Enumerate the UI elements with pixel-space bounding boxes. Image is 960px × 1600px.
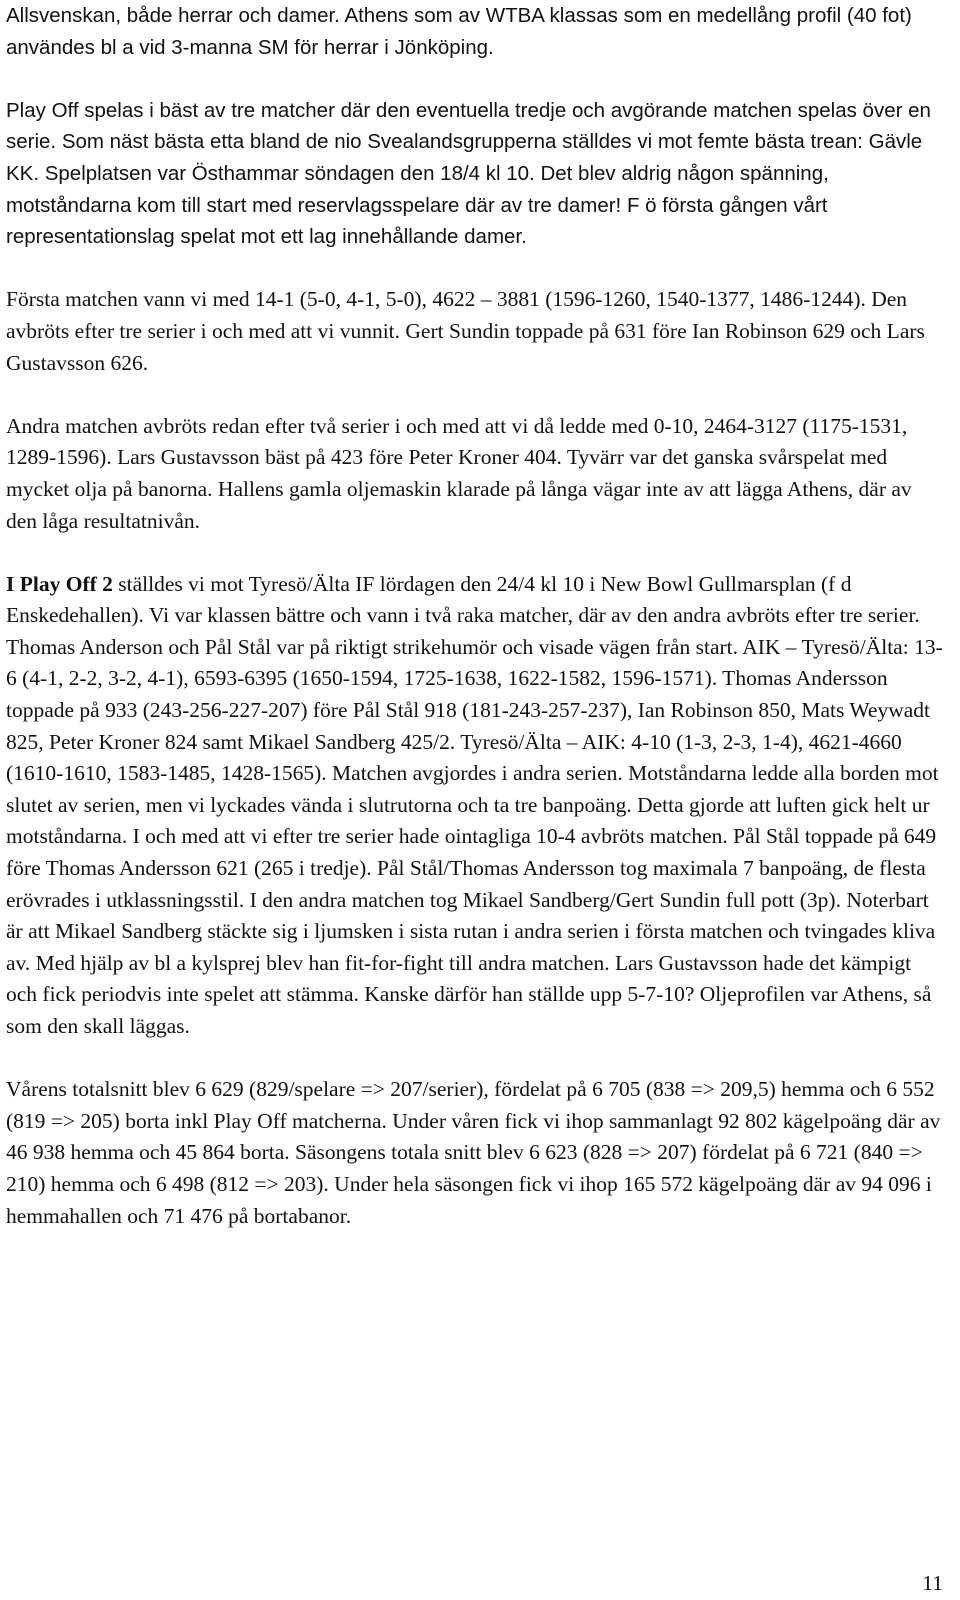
text-run: Första matchen vann vi med 14-1 (5-0, 4-1, 5-0), 4622 – 3881 (1596-1260, 1540-1377, 1486-1244). Den avbröts efter tre serier i och med att vi vunnit. Gert Sundin toppade på 631 före Ian Robinson 629 och Lars Gustavsson 626. [6,287,925,375]
paragraph-first-match [6,284,946,379]
paragraph-play-off-1 [6,95,946,253]
page-number: 11 [922,1571,943,1595]
text-run: Vårens totalsnitt blev 6 629 (829/spelare => 207/serier), fördelat på 6 705 (838 => 209,5) hemma och 6 552 (819 => 205) borta inkl Play Off matcherna. Under våren fick vi ihop sammanlagt 92 802 kägelpoäng där av 46 938 hemma och 45 864 borta. Säsongens totala snitt blev 6 623 (828 => 207) fördelat på 6 721 (840 => 210) hemma och 6 498 (812 => 203). Under hela säsongen fick vi ihop 165 572 kägelpoäng där av 94 096 i hemmahallen och 71 476 på bortabanor. [6,1077,941,1228]
text-run: Andra matchen avbröts redan efter två serier i och med att vi då ledde med 0-10, 2464-3127 (1175-1531, 1289-1596). Lars Gustavsson bäst på 423 före Peter Kroner 404. Tyvärr var det ganska svårspelat med mycket olja på banorna. Hallens gamla oljemaskin klarade på långa vägar inte av att lägga Athens, där av den låga resultatnivån. [6,413,912,533]
document-page [6,0,946,1232]
text-run-bold-heading: I Play Off 2 [6,571,113,596]
text-run: Play Off spelas i bäst av tre matcher där den eventuella tredje och avgörande matchen spelas över en serie. Som näst bästa etta bland de nio Svealandsgrupperna ställdes vi mot femte bästa trean: Gävle KK. Spelplatsen var Östhammar söndagen den 18/4 kl 10. Det blev aldrig någon spänning, motståndarna kom till start med reservlagsspelare där av tre damer! F ö första gången vårt representationslag spelat mot ett lag innehållande damer. [6,98,931,249]
text-run: ställdes vi mot Tyresö/Älta IF lördagen den 24/4 kl 10 i New Bowl Gullmarsplan (f d Enskedehallen). Vi var klassen bättre och vann i två raka matcher, där av den andra avbröts efter tre serier. Thomas Anderson och Pål Stål var på riktigt strikehumör och visade vägen från start. AIK – Tyresö/Älta: 13-6 (4-1, 2-2, 3-2, 4-1), 6593-6395 (1650-1594, 1725-1638, 1622-1582, 1596-1571). Thomas Andersson toppade på 933 (243-256-227-207) före Pål Stål 918 (181-243-257-237), Ian Robinson 850, Mats Weywadt 825, Peter Kroner 824 samt Mikael Sandberg 425/2. Tyresö/Älta – AIK: 4-10 (1-3, 2-3, 1-4), 4621-4660 (1610-1610, 1583-1485, 1428-1565). Matchen avgjordes i andra serien. Motståndarna ledde alla borden mot slutet av serien, men vi lyckades vända i slutrutorna och ta tre banpoäng. Detta gjorde att luften gick helt ur motståndarna. I och med att vi efter tre serier hade ointagliga 10-4 avbröts matchen. Pål Stål toppade på 649 före Thomas Andersson 621 (265 i tredje). Pål Stål/Thomas Andersson tog maximala 7 banpoäng, de flesta erövrades i utklassningsstil. I den andra matchen tog Mikael Sandberg/Gert Sundin full pott (3p). Noterbart är att Mikael Sandberg stäckte sig i ljumsken i sista rutan i andra serien i första matchen och tvingades kliva av. Med hjälp av bl a kylsprej blev han fit-for-fight till andra matchen. Lars Gustavsson hade det kämpigt och fick periodvis inte spelet att stämma. Kanske därför han ställde upp 5-7-10? Oljeprofilen var Athens, så som den skall läggas. [6,571,943,1038]
paragraph-second-match [6,411,946,537]
paragraph-season-totals [6,1074,946,1232]
text-run: Allsvenskan, både herrar och damer. Athens som av WTBA klassas som en medellång profil (40 fot) användes bl a vid 3-manna SM för herrar i Jönköping. [6,4,912,59]
paragraph-play-off-2 [6,569,946,1043]
paragraph-allsvenskan-intro [6,0,946,63]
